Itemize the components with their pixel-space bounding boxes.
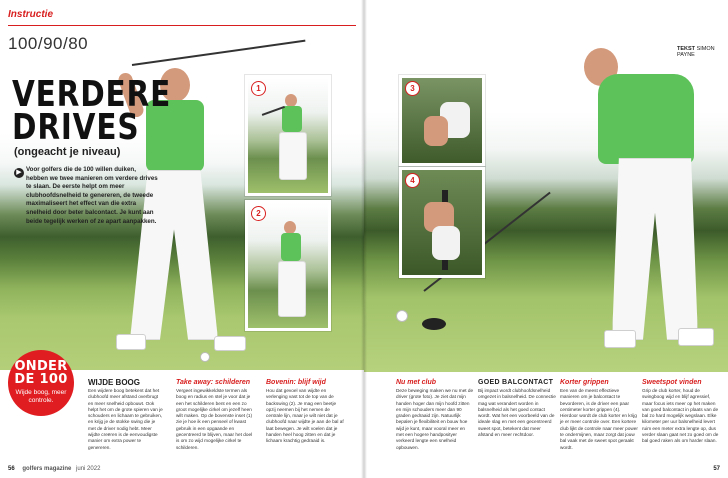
- badge-title-line-1: ONDER: [14, 359, 68, 374]
- page-gutter: [361, 0, 367, 478]
- golfer-shirt: [281, 233, 301, 261]
- page-footer-left: [8, 466, 100, 472]
- text-column-2: [176, 378, 254, 451]
- intro-text: Voor golfers die de 100 willen duiken, hebben we twee manieren om verdere drives te slaan. De eerste helpt om meer clubhoofdsnelheid te genereren, de tweede maximaliseert het effect van die extra snelheid door beter balcontact. Je kunt aan beide tegelijk werken of ze apart aanpakken.: [26, 166, 158, 225]
- credit-label: TEKST: [677, 46, 696, 52]
- column-text: Een van de meest effectieve manieren om je balcontact te bevorderen, is de driver een paar centimeter korter grippen (4). Hierdoor wordt de club korter en krijg je er meer controle over. Een kortere club lijkt de controle naar meer power te ondermijnen, maar zorgt dat jouw bal vaak met de sweet spot geraakt wordt.: [560, 388, 638, 450]
- credit-name: SIMON PAYNE: [677, 46, 715, 58]
- arrow-right-icon: ▶: [14, 168, 24, 178]
- golfer-shirt: [598, 74, 694, 164]
- page-number: 56: [8, 466, 15, 472]
- column-heading: Sweetspot vinden: [642, 379, 702, 386]
- column-heading: Nu met club: [396, 379, 437, 386]
- golfer-pants: [612, 158, 698, 340]
- text-column-3: [266, 378, 346, 445]
- golfer-figure-address: [574, 40, 724, 370]
- golfer-shoe-right: [214, 336, 246, 351]
- glove-hand: [432, 226, 460, 260]
- golf-ball: [396, 310, 408, 322]
- column-text: Deze beweging maken we nu met de driver (grote foto). Je ziet dat mijn handen hoger dan mijn hoofd zitten en mijn schouders meer dan 90 graden gedraaid zijn. Natuurlijk bepalen je flexibiliteit en bouw hoe wijd je kunt, maar vooral meer en met een hogere handposityer verkeerd lengte een snelheid opbouwen.: [396, 388, 474, 450]
- text-column-6: [560, 378, 638, 451]
- inset-number: 3: [405, 81, 420, 96]
- headline-line-1: VERDERE: [12, 74, 172, 115]
- column-text: Hou dat gevoel van wijdte en verlenging vast tot de top van de backswing (2). Je mag een beetje opzij neemen bij het nemen de centrale lijn, maar je wilt niet dat je clubhoofd naar wijdte je aan de bal af laat bewegen. Je wilt voelen dat je handen heel hoog zitten en dat je lichaam krachtig gedraaid is.: [266, 388, 344, 444]
- text-column-5: [478, 378, 556, 438]
- column-text: Grip de club korter, houd de swingboog wijd en blijf agressief, maar focus iets meer op het maken van goed balcontact in plaats van de bal zo hard mogelijk wegslaan. Elke kilometer per uur balsnelheid levert ruim een meter extra lengte op, dus verder slaan gaat net zo goed om de bal goed raken als om harder slaan.: [642, 388, 719, 444]
- golfer-shoe-left: [604, 330, 636, 348]
- golfer-shirt: [282, 106, 302, 132]
- text-column-1: [88, 378, 164, 451]
- page-number: 57: [713, 466, 720, 472]
- inset-photo-3: [399, 75, 485, 166]
- badge-subtitle: Wijde boog, meer controle.: [15, 389, 67, 404]
- onder-de-100-badge: [8, 350, 74, 416]
- issue-date: juni 2022: [76, 466, 101, 472]
- right-page: [364, 0, 728, 478]
- column-text: Bij impact wordt clubhoofdsnelheid omgezet in balsnelheid. De connectie mag wat verandert worden in balsnelheid als het goed contact wordt. Wat het een voorbeeld van de ideale slag en met een gecentreerd sweet spot, betekent dat meer afstand en meer rechtdoor.: [478, 388, 556, 438]
- column-heading: GOED BALCONTACT: [478, 379, 554, 386]
- text-column-7: [642, 378, 720, 445]
- inset-number: 1: [251, 81, 266, 96]
- subhead: (ongeacht je niveau): [14, 146, 121, 158]
- column-heading: Take away: schilderen: [176, 379, 251, 386]
- badge-title-line-2: DE 100: [14, 372, 68, 387]
- section-label: Instructie: [8, 9, 54, 20]
- column-heading: Bovenin: blijf wijd: [266, 379, 326, 386]
- golfer-pants: [279, 132, 307, 180]
- inset-number: 4: [405, 173, 420, 188]
- inset-number: 2: [251, 206, 266, 221]
- page-footer-right: [713, 466, 720, 472]
- inset-photo-4: [399, 167, 485, 278]
- column-heading: WIJDE BOOG: [88, 378, 141, 387]
- text-column-4: [396, 378, 474, 451]
- golfer-shoe-left: [116, 334, 146, 350]
- column-text: Vergeet ingewikkeldste termen als boog en radius en stel je voor dat je een het schilderen bent en een zo groot mogelijke cirkel om jezelf heen wilt maken. Op de bovenste inset (1) zie je hoe ik een penseel of kwast gebruik in een opgaande en gecentreerd te blijven, maar het doel is om zo wijd mogelijke cirkel te schilderen.: [176, 388, 253, 450]
- badge-title: [8, 360, 74, 386]
- golfer-shoe-right: [678, 328, 714, 346]
- headline: [12, 74, 172, 148]
- magazine-name: golfers magazine: [22, 466, 72, 472]
- headline-line-2: DRIVES: [12, 107, 140, 148]
- inset-photo-1: [245, 75, 331, 196]
- column-text: Een wijdere boog betekent dat het clubhoofd meer afstand overbrugt en meer snelheid opbouwt. Ook helpt het om de grote spieren van je schouders en lichaam te gebruiken, en krijg je de stokke swing die je met de driver nodig hebt. Meer wijdte creëren is de eenvoudigste manier om extra power te genereren.: [88, 388, 163, 450]
- driver-head: [422, 318, 446, 330]
- golf-ball: [200, 352, 210, 362]
- hand: [424, 116, 448, 146]
- inset-photo-2: [245, 200, 331, 331]
- golfer-pants: [278, 261, 306, 317]
- column-heading: Korter grippen: [560, 379, 609, 386]
- header-rule: [8, 25, 356, 26]
- section-tag: 100/90/80: [8, 34, 89, 53]
